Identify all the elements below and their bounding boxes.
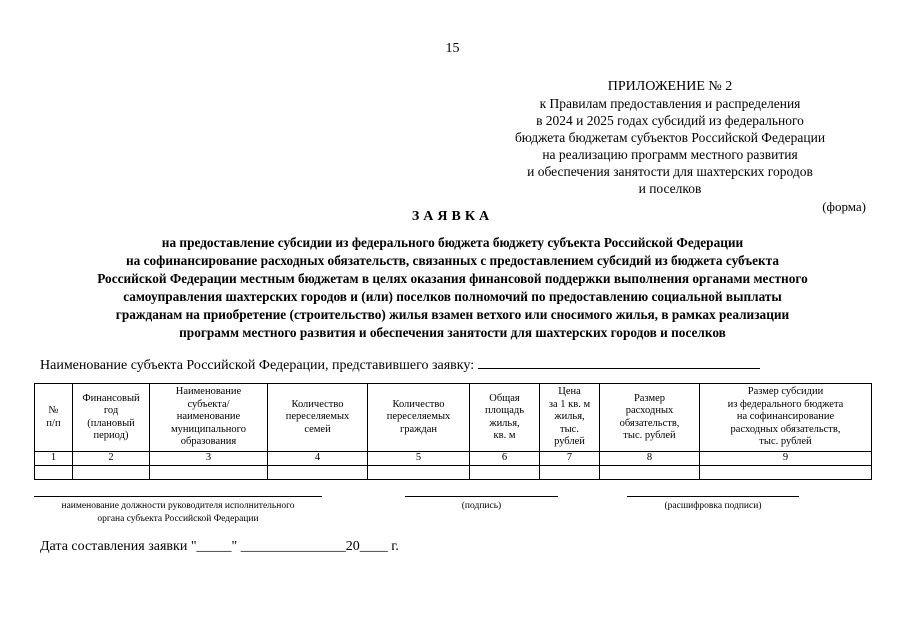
table-cell[interactable] [268,465,368,479]
subheading-line: на предоставление субсидии из федерального бюджета бюджету субъекта Российской Федерации [161,235,744,250]
header-cell: Общая площадь жилья, кв. м [470,384,540,452]
subheading-line: Российской Федерации местным бюджетам в целях оказания финансовой поддержки выполнения органами местного [97,271,808,286]
header-cell: Количество переселяемых семей [268,384,368,452]
appendix-line: к Правилам предоставления и распределения [539,96,801,111]
column-number-cell: 3 [150,452,268,466]
compilation-date: Дата составления заявки "_____" _______________20____ г. [40,539,399,554]
table-cell[interactable] [35,465,73,479]
table-cell[interactable] [700,465,872,479]
table-cell[interactable] [73,465,150,479]
form-label: (форма) [822,199,866,214]
table-cell[interactable] [600,465,700,479]
column-number-cell: 9 [700,452,872,466]
appendix-line: и обеспечения занятости для шахтерских городов [527,164,813,179]
column-number-cell: 8 [600,452,700,466]
column-number-cell: 4 [268,452,368,466]
signature-line[interactable] [405,496,558,497]
table-cell[interactable] [368,465,470,479]
appendix-block [490,78,850,197]
header-cell: Размер субсидии из федерального бюджета на софинансирование расходных обязательств, тыс. рублей [700,384,872,452]
page-number: 15 [445,41,460,56]
subheading-line: самоуправления шахтерских городов и (или) поселков полномочий по предоставлению социальной выплаты [123,289,782,304]
column-number-cell: 1 [35,452,73,466]
appendix-line: бюджета бюджетам субъектов Российской Федерации [514,130,826,145]
decoding-caption: (расшифровка подписи) [664,501,762,511]
column-number-cell: 6 [470,452,540,466]
table-header-row [35,384,872,452]
header-cell: Размер расходных обязательств, тыс. рублей [600,384,700,452]
appendix-line: и поселков [638,181,702,196]
table-cell[interactable] [150,465,268,479]
position-caption: наименование должности руководителя исполнительного органа субъекта Российской Федерации [61,501,295,524]
document-heading: ЗАЯВКА [411,209,494,224]
subheading-line: на софинансирование расходных обязательств, связанных с предоставлением субсидий из бюджета субъекта [125,253,780,268]
subject-name-field [40,354,760,374]
header-cell: Финансовый год (плановый период) [73,384,150,452]
position-signature-line[interactable] [34,496,322,497]
table-cell[interactable] [540,465,600,479]
column-number-cell: 2 [73,452,150,466]
header-cell: Цена за 1 кв. м жилья, тыс. рублей [540,384,600,452]
column-number-row [35,452,872,466]
table-row [35,465,872,479]
appendix-line: на реализацию программ местного развития [542,147,798,162]
document-subheading [40,234,865,342]
table-cell[interactable] [470,465,540,479]
appendix-title: ПРИЛОЖЕНИЕ № 2 [607,79,733,94]
decoding-signature-line[interactable] [627,496,799,497]
subheading-line: гражданам на приобретение (строительство) жилья взамен ветхого или сносимого жилья, в рамках реализации [115,307,790,322]
column-number-cell: 7 [540,452,600,466]
subheading-line: программ местного развития и обеспечения занятости для шахтерских городов и поселков [179,325,726,340]
column-number-cell: 5 [368,452,470,466]
header-cell: Наименование субъекта/ наименование муниципального образования [150,384,268,452]
header-cell: № п/п [35,384,73,452]
subject-name-label: Наименование субъекта Российской Федерации, представившего заявку: [40,358,475,373]
appendix-line: в 2024 и 2025 годах субсидий из федерального [536,113,804,128]
subject-name-blank[interactable] [478,354,760,369]
signature-caption: (подпись) [461,501,502,511]
header-cell: Количество переселяемых граждан [368,384,470,452]
application-table [34,383,872,480]
